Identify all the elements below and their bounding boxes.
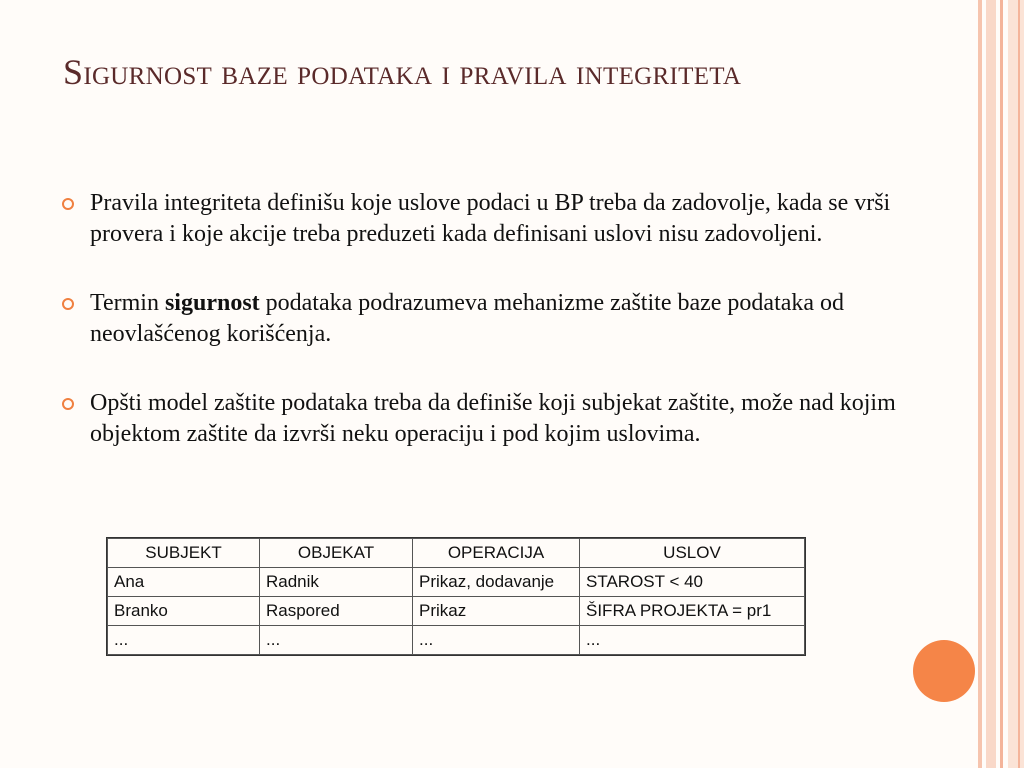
access-table bbox=[106, 537, 806, 656]
decor-stripe bbox=[978, 0, 982, 768]
table-header: OBJEKAT bbox=[260, 539, 413, 568]
bullet-circle-icon bbox=[62, 398, 74, 410]
slide-title: Sigurnost baze podataka i pravila integriteta bbox=[63, 52, 742, 92]
bullet-text: Opšti model zaštite podataka treba da definiše koji subjekat zaštite, može nad kojim objektom zaštite da izvrši neku operaciju i pod kojim uslovima. bbox=[90, 390, 896, 447]
table-cell: Prikaz bbox=[413, 597, 580, 626]
bullet-circle-icon bbox=[62, 298, 74, 310]
bullet-item bbox=[62, 388, 962, 450]
table-cell: STAROST < 40 bbox=[580, 568, 805, 597]
table-cell: Prikaz, dodavanje bbox=[413, 568, 580, 597]
table-header-row bbox=[108, 539, 805, 568]
bullet-circle-icon bbox=[62, 198, 74, 210]
decor-stripe bbox=[1000, 0, 1003, 768]
bullet-text-before: Termin bbox=[90, 290, 165, 316]
bullet-item bbox=[62, 288, 962, 350]
bullet-bold-term: sigurnost bbox=[164, 290, 260, 316]
decor-circle bbox=[913, 640, 975, 702]
decor-stripe bbox=[986, 0, 996, 768]
table-header: SUBJEKT bbox=[108, 539, 260, 568]
bullet-item bbox=[62, 188, 962, 250]
bullet-list bbox=[62, 188, 962, 488]
table-row bbox=[108, 626, 805, 655]
table-cell: Raspored bbox=[260, 597, 413, 626]
table-row bbox=[108, 568, 805, 597]
table-header: OPERACIJA bbox=[413, 539, 580, 568]
table-header: USLOV bbox=[580, 539, 805, 568]
bullet-text-after: podataka podrazumeva mehanizme zaštite baze podataka od neovlašćenog korišćenja. bbox=[90, 290, 845, 347]
decor-stripe bbox=[1018, 0, 1020, 768]
table-cell: Radnik bbox=[260, 568, 413, 597]
decor-stripe bbox=[1008, 0, 1024, 768]
table-row bbox=[108, 597, 805, 626]
table-cell: Ana bbox=[108, 568, 260, 597]
table-cell: ŠIFRA PROJEKTA = pr1 bbox=[580, 597, 805, 626]
bullet-text: Pravila integriteta definišu koje uslove podaci u BP treba da zadovolje, kada se vrši provera i koje akcije treba preduzeti kada definisani uslovi nisu zadovoljeni. bbox=[90, 190, 891, 247]
table-cell: ... bbox=[580, 626, 805, 655]
table-cell: ... bbox=[108, 626, 260, 655]
table-cell: ... bbox=[260, 626, 413, 655]
table-cell: ... bbox=[413, 626, 580, 655]
table-cell: Branko bbox=[108, 597, 260, 626]
